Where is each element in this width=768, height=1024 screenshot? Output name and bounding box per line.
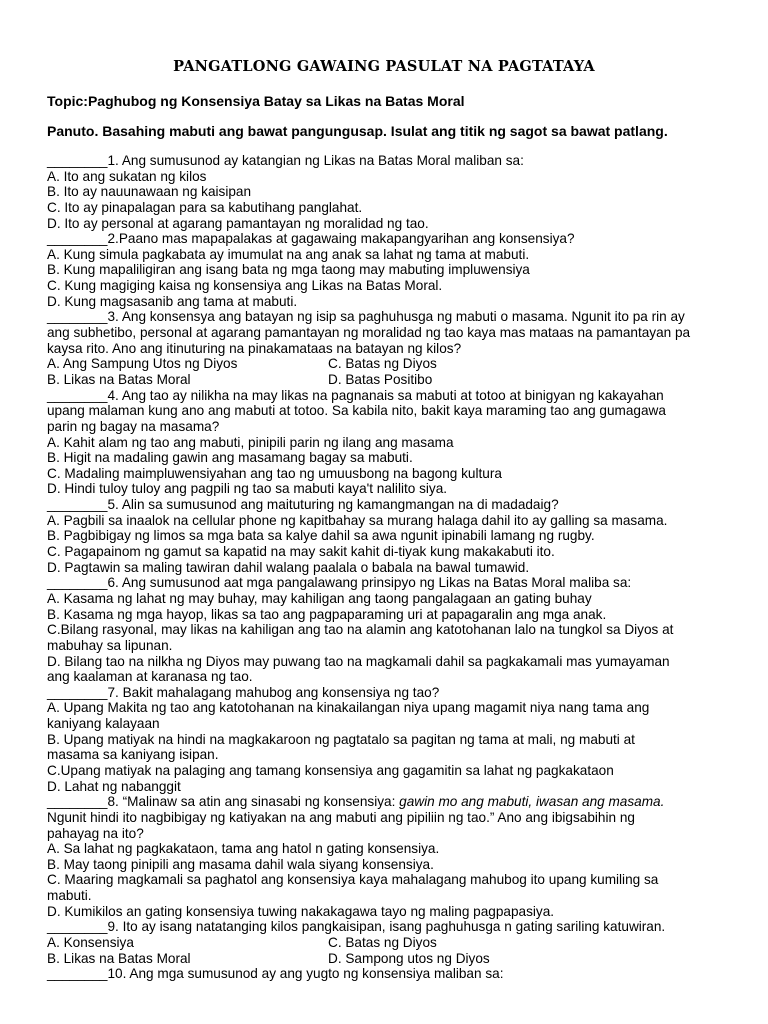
- q6-choice-b: B. Kasama ng mga hayop, likas sa tao ang pagpaparaming uri at papagaralin ang mga anak.: [47, 606, 607, 622]
- q9-choice-a: A. Konsensiya: [47, 935, 134, 951]
- q4-choice-a: A. Kahit alam ng tao ang mabuti, pinipili parin ng ilang ang masama: [47, 434, 454, 450]
- question-8-line-2: Ngunit hindi ito nagbibigay ng katiyakan na ang mabuti ang pipiliin ng tao.” Ano ang ibigsabihin ng: [47, 809, 635, 825]
- q6-choice-d-line-1: D. Bilang tao na nilkha ng Diyos may puwang tao na magkamali dahil sa pagkakamali mas yumayaman: [47, 653, 670, 669]
- q8-quote-italic: gawin mo ang mabuti, iwasan ang masama.: [399, 794, 665, 810]
- question-5: ________5. Alin sa sumusunod ang maituturing ng kamangmangan na di madadaig?: [47, 497, 559, 513]
- q8-choice-c-line-1: C. Maaring magkamali sa paghatol ang konsensiya kaya mahalagang mahubog ito upang kumiling sa: [47, 872, 659, 888]
- q5-choice-a: A. Pagbili sa inaalok na cellular phone ng kapitbahay sa murang halaga dahil ito ay galling sa masama.: [47, 512, 668, 528]
- question-2: ________2.Paano mas mapapalakas at gagawaing makapangyarihan ang konsensiya?: [47, 231, 575, 247]
- question-3-line-2: ang subhetibo, personal at agarang pamantayan ng moralidad ng tao kaya mas mataas na pamantayan pa: [47, 325, 691, 341]
- q2-choice-d: D. Kung magsasanib ang tama at mabuti.: [47, 293, 298, 309]
- q1-choice-a: A. Ito ang sukatan ng kilos: [47, 168, 207, 184]
- q9-choice-c: C. Batas ng Diyos: [328, 935, 437, 951]
- q5-choice-b: B. Pagbibigay ng limos sa mga bata sa kalye dahil sa awa ngunit ipinabili lamang ng rugby.: [47, 528, 595, 544]
- q2-choice-b: B. Kung mapaliligiran ang isang bata ng mga taong may mabuting impluwensiya: [47, 262, 530, 278]
- question-3-line-3: kaysa rito. Ano ang itinuturing na pinakamataas na batayan ng kilos?: [47, 340, 462, 356]
- q3-choice-c: C. Batas ng Diyos: [328, 356, 437, 372]
- question-9: ________9. Ito ay isang natatanging kilos pangkaisipan, isang paghuhusga n gating sariling katuwiran.: [47, 919, 666, 935]
- q6-choice-c-line-2: mabuhay sa lipunan.: [47, 637, 173, 653]
- questions: [47, 153, 727, 982]
- page-title: PANGATLONG GAWAING PASULAT NA PAGTATAYA: [173, 58, 595, 75]
- topic-heading: Topic:Paghubog ng Konsensiya Batay sa Likas na Batas Moral: [47, 93, 465, 109]
- q2-choice-a: A. Kung simula pagkabata ay imumulat na ang anak sa lahat ng tama at mabuti.: [47, 246, 530, 262]
- q6-choice-a: A. Kasama ng lahat ng may buhay, may kahiligan ang taong pangalagaan an gating buhay: [47, 590, 592, 606]
- q1-choice-c: C. Ito ay pinapalagan para sa kabutihang panglahat.: [47, 199, 363, 215]
- q9-choice-b: B. Likas na Batas Moral: [47, 950, 191, 966]
- instructions: Panuto. Basahing mabuti ang bawat pangungusap. Isulat ang titik ng sagot sa bawat patlang.: [47, 123, 668, 139]
- question-6: ________6. Ang sumusunod aat mga pangalawang prinsipyo ng Likas na Batas Moral maliba sa:: [47, 575, 632, 591]
- q3-choice-a: A. Ang Sampung Utos ng Diyos: [47, 356, 238, 372]
- question-7: ________7. Bakit mahalagang mahubog ang konsensiya ng tao?: [47, 684, 440, 700]
- q9-choices-row-1: [47, 935, 727, 951]
- q7-choice-b-line-2: masama sa kaniyang isipan.: [47, 747, 219, 763]
- question-8-line-3: pahayag na ito?: [47, 825, 144, 841]
- question-1: ________1. Ang sumusunod ay katangian ng Likas na Batas Moral maliban sa:: [47, 153, 524, 168]
- q1-choice-b: B. Ito ay nauunawaan ng kaisipan: [47, 184, 252, 200]
- q4-choice-d: D. Hindi tuloy tuloy ang pagpili ng tao sa mabuti kaya't nalilito siya.: [47, 481, 448, 497]
- q7-choice-a-line-1: A. Upang Makita ng tao ang katotohanan na kinakailangan niya upang magamit niya nang tama ang: [47, 700, 650, 716]
- q8-choice-c-line-2: mabuti.: [47, 888, 92, 904]
- q3-choices-row-2: [47, 372, 727, 388]
- q6-choice-c-line-1: C.Bilang rasyonal, may likas na kahiligan ang tao na alamin ang katotohanan lalo na tungkol sa Diyos at: [47, 622, 674, 638]
- q1-choice-d: D. Ito ay personal at agarang pamantayan ng moralidad ng tao.: [47, 215, 429, 231]
- q6-choice-d-line-2: ang kaalaman at karanasa ng tao.: [47, 669, 253, 685]
- q8-choice-a: A. Sa lahat ng pagkakataon, tama ang hatol n gating konsensiya.: [47, 841, 440, 857]
- q7-choice-b-line-1: B. Upang matiyak na hindi na magkakaroon ng pagtatalo sa pagitan ng tama at mali, ng mabuti at: [47, 731, 635, 747]
- question-4-line-3: parin ng bagay na masama?: [47, 418, 220, 434]
- q7-choice-a-line-2: kaniyang kalayaan: [47, 716, 160, 732]
- q9-choice-d: D. Sampong utos ng Diyos: [328, 950, 490, 966]
- question-10: ________10. Ang mga sumusunod ay ang yugto ng konsensiya maliban sa:: [47, 966, 504, 982]
- q9-choices-row-2: [47, 951, 727, 967]
- q8-choice-b: B. May taong pinipili ang masama dahil wala siyang konsensiya.: [47, 856, 434, 872]
- question-4-line-2: upang malaman kung ano ang mabuti at totoo. Sa kabila nito, bakit kaya maraming tao ang gumagawa: [47, 403, 666, 419]
- q3-choice-b: B. Likas na Batas Moral: [47, 371, 191, 387]
- question-8-line-1: [47, 794, 727, 810]
- q8-intro: ________8. “Malinaw sa atin ang sinasabi ng konsensiya:: [47, 794, 400, 810]
- q4-choice-b: B. Higit na madaling gawin ang masamang bagay sa mabuti.: [47, 450, 413, 466]
- q7-choice-c: C.Upang matiyak na palaging ang tamang konsensiya ang gagamitin sa lahat ng pagkakataon: [47, 762, 614, 778]
- q5-choice-c: C. Pagapainom ng gamut sa kapatid na may sakit kahit di-tiyak kung makakabuti ito.: [47, 544, 555, 560]
- question-4-line-1: ________4. Ang tao ay nilikha na may likas na pagnanais sa mabuti at totoo at binigyan ng kakayahan: [47, 387, 664, 403]
- q3-choices-row-1: [47, 356, 727, 372]
- q3-choice-d: D. Batas Positibo: [328, 371, 433, 387]
- q4-choice-c: C. Madaling maimpluwensiyahan ang tao ng umuusbong na bagong kultura: [47, 465, 502, 481]
- q5-choice-d: D. Pagtawin sa maling tawiran dahil walang paalala o babala na bawal tumawid.: [47, 559, 530, 575]
- q7-choice-d: D. Lahat ng nabanggit: [47, 778, 181, 794]
- q2-choice-c: C. Kung magiging kaisa ng konsensiya ang Likas na Batas Moral.: [47, 278, 443, 294]
- q8-choice-d: D. Kumikilos an gating konsensiya tuwing nakakagawa tayo ng maling pagpapasiya.: [47, 903, 555, 919]
- question-3-line-1: ________3. Ang konsensya ang batayan ng isip sa paghuhusga ng mabuti o masama. Ngunit ito pa rin ay: [47, 309, 685, 325]
